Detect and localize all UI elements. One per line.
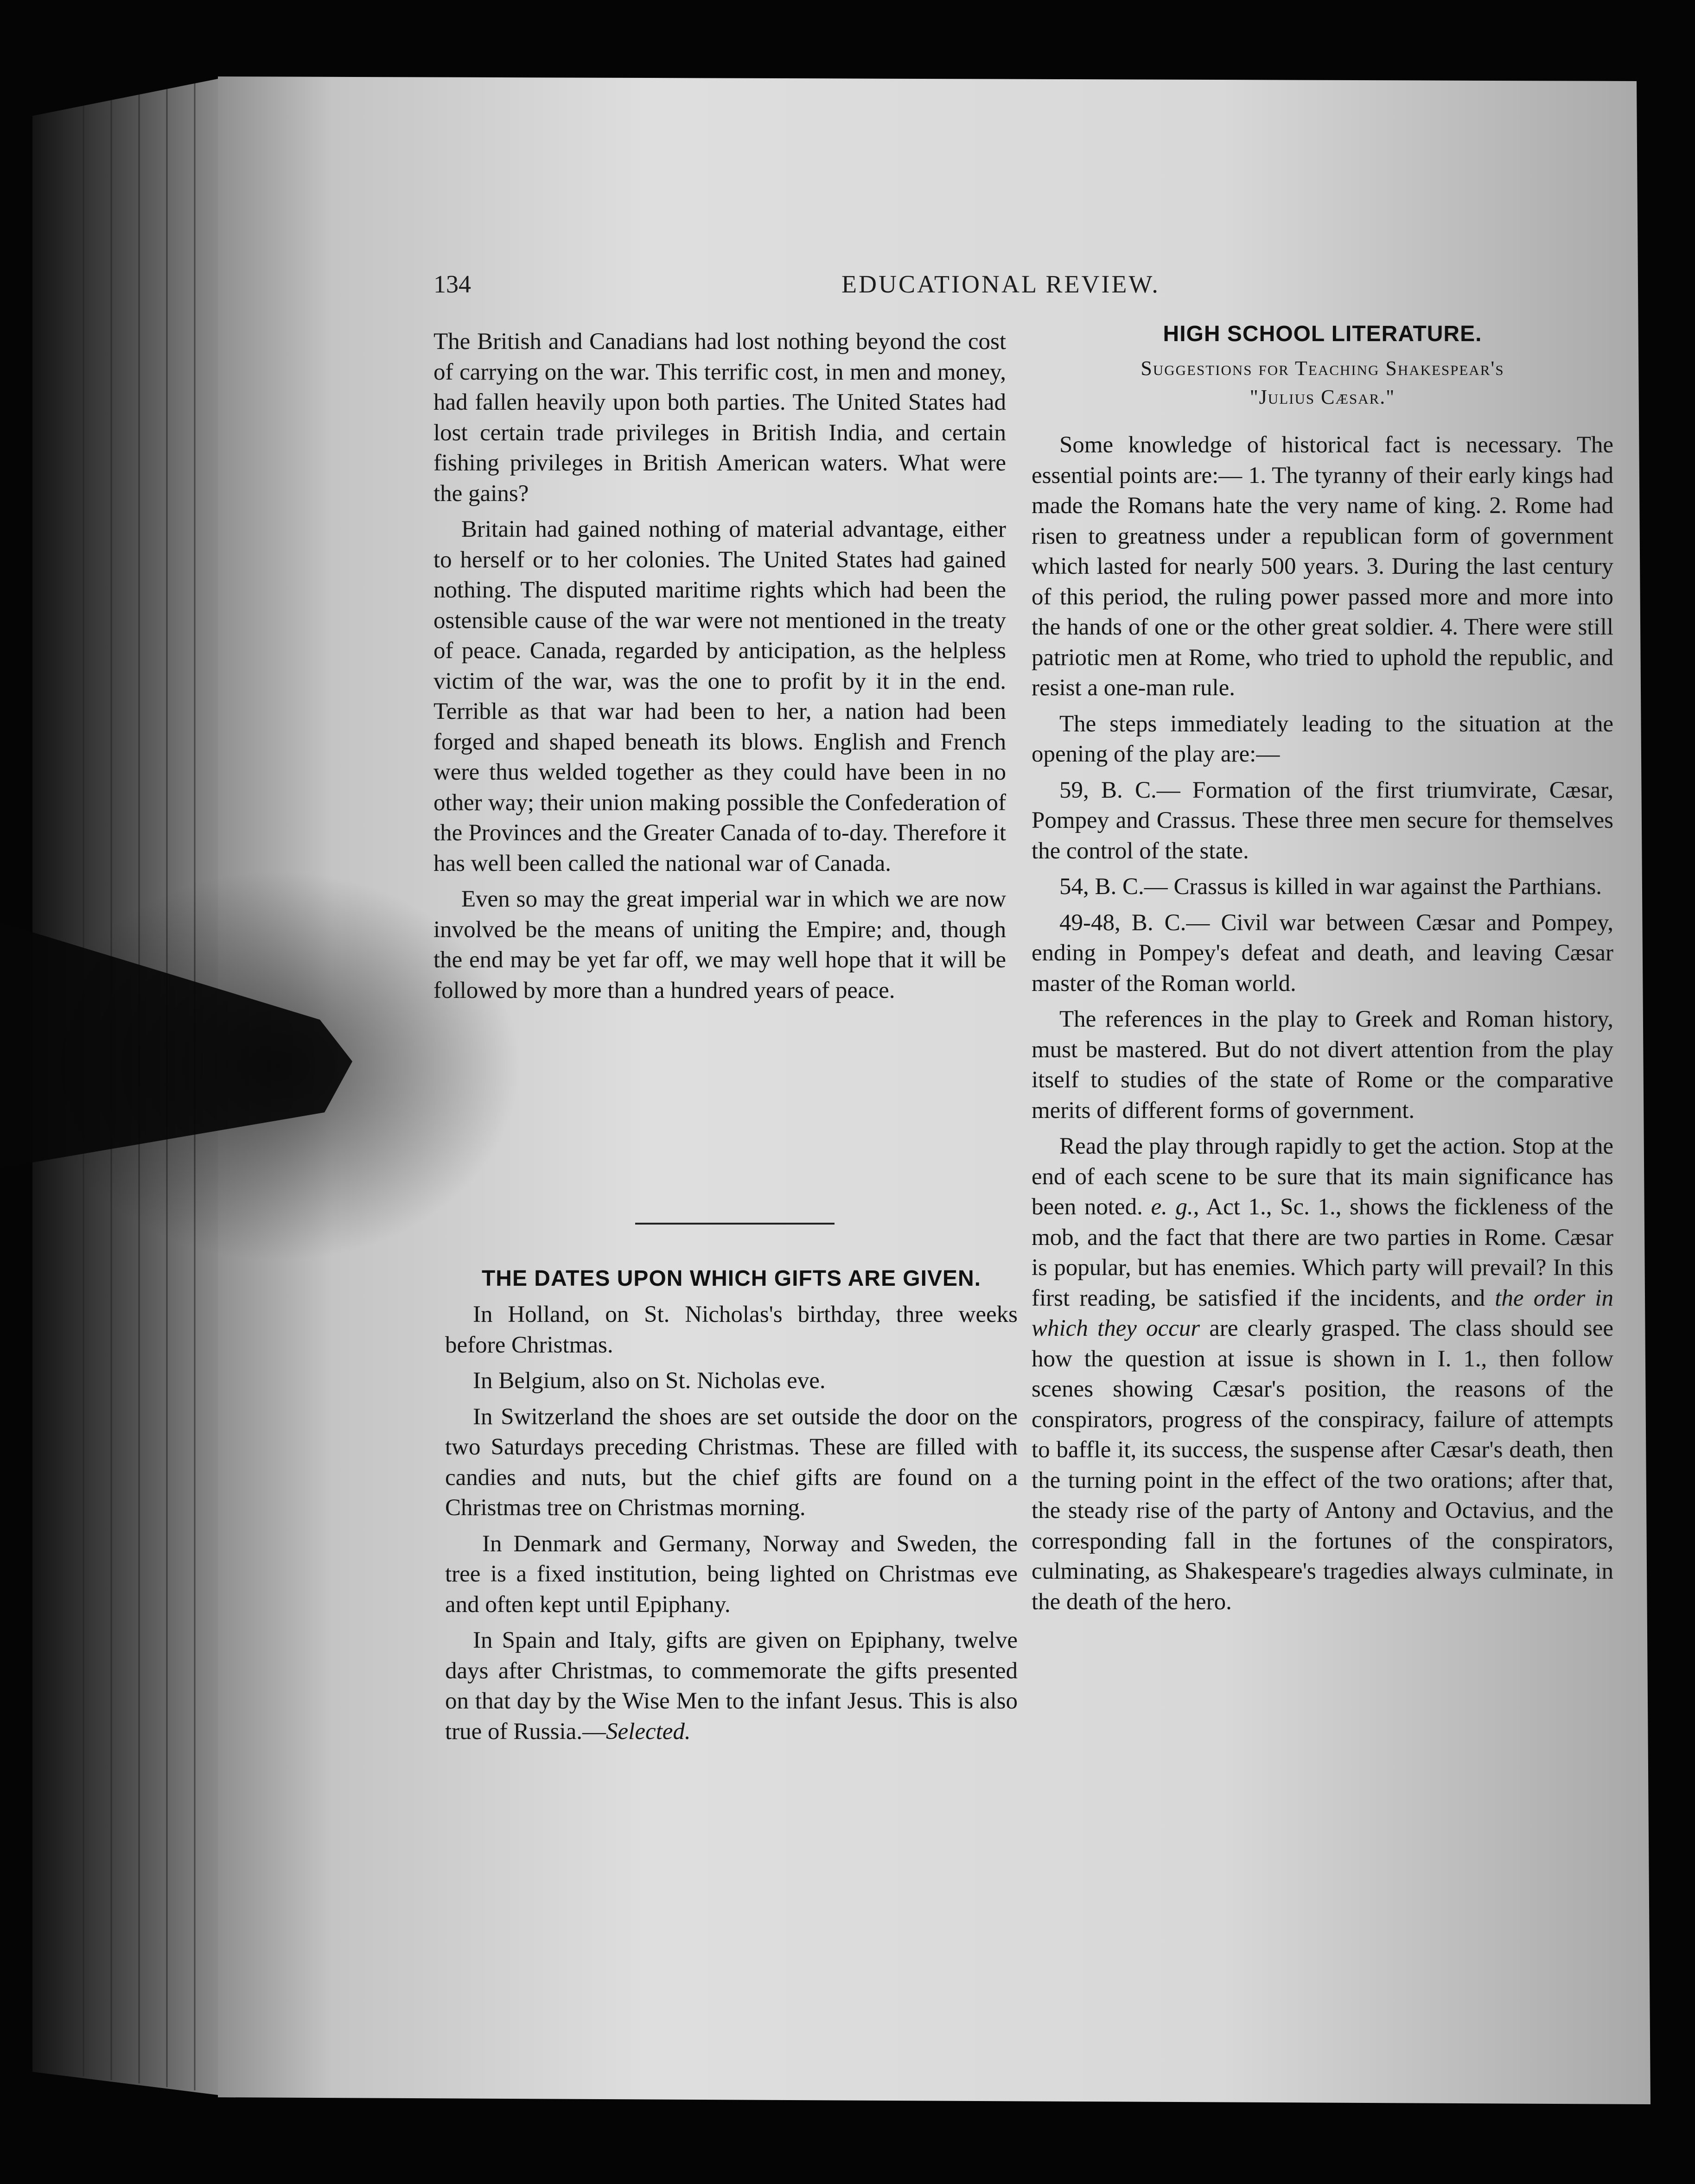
- gifts-article: [445, 1265, 1018, 1747]
- signature: Selected.: [606, 1718, 691, 1745]
- paragraph: Even so may the great imperial war in which we are now involved be the means of uniting the Empire; and, though the end may be yet far off, we may well hope that it will be followed by more than a hundred years of peace.: [433, 886, 1006, 1003]
- text-run: Read the play through rapidly to get the action. Stop at the end of each scene to be sure that its main significance has been noted.: [1032, 1133, 1613, 1220]
- text-run: are clearly grasped. The class should see how the question at issue is shown in I. 1., then follow scenes showing Cæsar's position, the reasons of the conspirators, progress of the conspiracy, failure of attempts to baffle it, its success, the suspense after Cæsar's death, then the turning point in the effect of the two orations; after that, the steady rise of the party of Antony and Octavius, and the corresponding fall in the fortunes of the conspirators, culminating, as Shakespeare's tragedies always culminate, in the death of the hero.: [1032, 1315, 1613, 1615]
- text-run: , Act 1., Sc. 1., shows the fickleness of the mob, and the fact that there are two parties in Rome. Cæsar is popular, but has enemies. Which party will prevail? In this first reading, be satisfied if the incidents, and: [1032, 1194, 1614, 1311]
- article-title: THE DATES UPON WHICH GIFTS ARE GIVEN.: [481, 1266, 981, 1291]
- paragraph: The British and Canadians had lost nothing beyond the cost of carrying on the war. This terrific cost, in men and money, had fallen heavily upon both parties. The United States had lost certain trade privileges in British India, and certain fishing privileges in British American waters. What were the gains?: [433, 329, 1006, 507]
- paragraph: The steps immediately leading to the situation at the opening of the play are:—: [1032, 711, 1613, 767]
- italic-emphasis: the order in which they occur: [1032, 1285, 1613, 1341]
- paragraph: In Holland, on St. Nicholas's birthday, three weeks before Christmas.: [445, 1302, 1018, 1358]
- paragraph: In Belgium, also on St. Nicholas eve.: [473, 1368, 826, 1394]
- paragraph: 54, B. C.— Crassus is killed in war against the Parthians.: [1059, 874, 1602, 900]
- paragraph-text: In Spain and Italy, gifts are given on Epiphany, twelve days after Christmas, to commemorate the gifts presented on that day by the Wise Men to the infant Jesus. This is also true of Russia.—: [445, 1627, 1018, 1745]
- last-paragraph: [445, 1625, 1018, 1747]
- section-subtitle-line2: "Julius Cæsar.": [1249, 386, 1396, 408]
- right-column: [1032, 321, 1613, 1617]
- paragraph: The references in the play to Greek and Roman history, must be mastered. But do not divert attention from the play itself to studies of the state of Rome or the comparative merits of different forms of government.: [1032, 1006, 1613, 1124]
- paragraph: 49-48, B. C.— Civil war between Cæsar and Pompey, ending in Pompey's defeat and death, and leaving Cæsar master of the Roman world.: [1032, 909, 1613, 997]
- paragraph: Some knowledge of historical fact is necessary. The essential points are:— 1. The tyranny of their early kings had made the Romans hate the very name of king. 2. Rome had risen to greatness under a republican form of government which lasted for nearly 500 years. 3. During the last century of this period, the ruling power passed more and more into the hands of one or the other great soldier. 4. There were still patriotic men at Rome, who tried to uphold the republic, and resist a one-man rule.: [1032, 432, 1613, 701]
- italic-eg: e. g.: [1151, 1194, 1193, 1220]
- section-title: HIGH SCHOOL LITERATURE.: [1163, 322, 1482, 346]
- page-number: 134: [433, 270, 471, 298]
- section-subtitle-line1: Suggestions for Teaching Shakespear's: [1141, 357, 1504, 380]
- paragraph: In Switzerland the shoes are set outside the door on the two Saturdays preceding Christmas. These are filled with candies and nuts, but the chief gifts are found on a Christmas tree on Christmas morning.: [445, 1403, 1018, 1521]
- left-column: [433, 327, 1006, 1006]
- paragraph: In Denmark and Germany, Norway and Sweden, the tree is a fixed institution, being lighted on Christmas eve and often kept until Epiphany.: [445, 1530, 1018, 1618]
- paragraph: 59, B. C.— Formation of the first triumvirate, Cæsar, Pompey and Crassus. These three men secure for themselves the control of the state.: [1032, 777, 1613, 864]
- paragraph: Britain had gained nothing of material advantage, either to herself or to her colonies. The United States had gained nothing. The disputed maritime rights which had been the ostensible cause of the war were not mentioned in the treaty of peace. Canada, regarded by anticipation, as the helpless victim of the war, was the one to profit by it in the end. Terrible as that war had been to her, a nation had been forged and shaped beneath its blows. English and French were thus welded together as they could have been in no other way; their union making possible the Confederation of the Provinces and the Greater Canada of to-day. Therefore it has well been called the national war of Canada.: [433, 516, 1006, 876]
- reading-paragraph: [1032, 1131, 1613, 1617]
- running-title: EDUCATIONAL REVIEW.: [841, 270, 1160, 298]
